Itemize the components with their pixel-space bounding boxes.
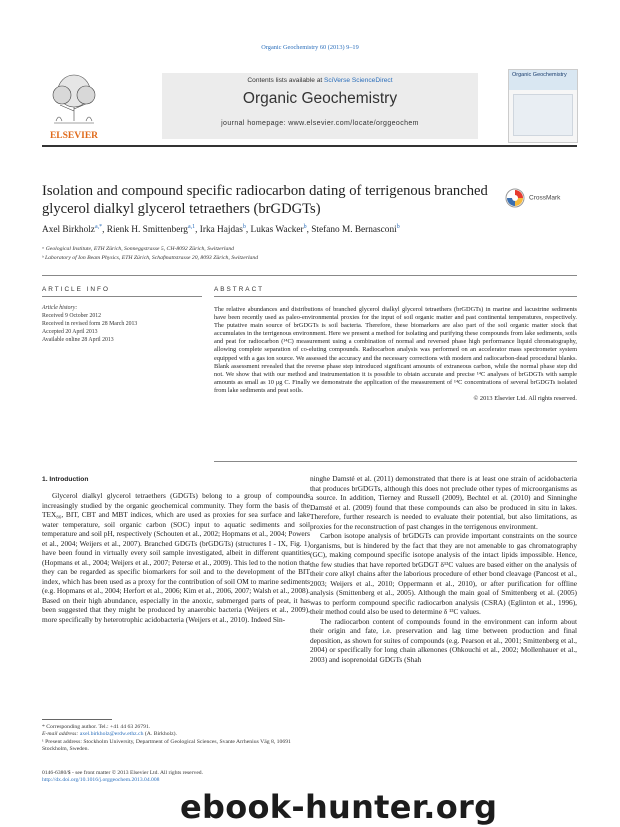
footnote-email: E-mail address: axel.birkholz@erdw.ethz.ch (A. Birkholz). (42, 731, 177, 738)
affiliation: ᵃ Geological Institute, ETH Zürich, Sonneggstrasse 5, CH-8092 Zürich, Switzerland (42, 246, 235, 252)
paragraph: Glycerol dialkyl glycerol tetraethers (GDGTs) belong to a group of compounds increasingly studied by the organic geochemical community. They form the basis of the TEX₈₆, BIT, CBT and MBT indices, which are used as proxies for sea surface and lake water temperature, soil organic carbon (SOC) input to aquatic sediments and soil temperature and soil pH, respectively (Schouten et al., 2002; Hopmans et al., 2004; Powers et al., 2004; Weijers et al., 2007). Branched GDGTs (brGDGTs) (structures I - IX, Fig. 1) have been found in virtually every soil sample investigated, albeit in different quantities (Hopmans et al., 2004; Weijers et al., 2007; Peterse et al., 2009). This led to the notion that they can be regarded as specific biomarkers for soil and to the development of the BIT index, which has been used as a proxy for the contribution of soil OM to marine sediments (e.g. Hopmans et al., 2004; Herfort et al., 2006; Kim et al., 2006, 2007; Walsh et al., 2008). Based on their high abundance, especially in the anoxic, submerged parts of peat, it has been suggested that they might be produced by anaerobic bacteria (Weijers et al., 2009), more specifically by heterotrophic acidobacteria (Weijers et al., 2010). Indeed Sin- (42, 491, 310, 624)
author[interactable]: Stefano M. Bernasconi$^b$ (311, 224, 400, 236)
history-item: Received 9 October 2012 (42, 313, 102, 319)
footnotes (42, 724, 310, 753)
paragraph: The radiocarbon content of compounds found in the environment can inform about their origin and fate, i.e. preservation and lag time between production and final deposition, as shown for suites of compounds (e.g. Pearson et al., 2001; Smittenberg et al., 2004) or specifically for long chain alkenones (Ohkouchi et al., 2002; Mollenhauer et al., 2003) and isoprenoidal GDGTs (Shah (310, 616, 577, 664)
history-label: Article history: (42, 305, 78, 311)
author[interactable]: Rienk H. Smittenberg$^{a,1}$ (106, 224, 196, 236)
article-history (42, 304, 202, 344)
body-column-left (42, 491, 310, 624)
history-item: Available online 28 April 2013 (42, 337, 114, 343)
journal-title: Organic Geochemistry (242, 90, 398, 107)
body-column-right (310, 474, 577, 664)
journal-cover-image (508, 69, 578, 143)
article-info-rule (42, 296, 202, 297)
cover-title: Organic Geochemistry (509, 70, 577, 90)
footnote-present-address: ¹ Present address: Stockholm University, Department of Geological Sciences, Svante Arrhenius Väg 8, 10691 Stockholm, Sweden. (42, 738, 291, 752)
bottom-info (42, 770, 310, 785)
email-link[interactable]: axel.birkholz@erdw.ethz.ch (79, 731, 144, 738)
contents-prefix: Contents lists available at (247, 77, 325, 84)
abstract-label: ABSTRACT (214, 286, 265, 293)
watermark: ebook-hunter.org (180, 788, 498, 826)
sciencedirect-link[interactable]: SciVerse ScienceDirect (324, 77, 393, 84)
journal-homepage[interactable]: journal homepage: www.elsevier.com/locate/orggeochem (221, 120, 419, 127)
abstract-rule-bottom (214, 461, 577, 462)
footnote-rule (42, 719, 112, 720)
journal-header (42, 69, 577, 141)
publisher-name: ELSEVIER (49, 131, 99, 141)
article-info-label: ARTICLE INFO (42, 286, 110, 293)
abstract-rule (214, 296, 577, 297)
author[interactable]: Axel Birkholz$^{a,*}$ (42, 224, 103, 236)
abstract-text: The relative abundances and distributions of branched glycerol dialkyl glycerol tetraethers (brGDGTs) in marine and lacustrine sediments have been recently used as paleo-environmental proxies for the input of soil organic matter and past continental temperatures, respectively. The putative main source of brGDGTs is soil bacteria. Therefore, these biomarkers are also part of the soil organic matter stock that accumulates in the terrigenous environment. Here we present a method for isolating and purifying these compounds from lake sediments, soils and peat for radiocarbon (¹⁴C) measurement using a combination of normal and reversed phase high performance liquid chromatography, allowing complete separation of co-eluting compounds. Radiocarbon analysis was performed on an accelerator mass spectrometer system equipped with a gas ion source. We assessed the accuracy and the necessary corrections with modern and radiocarbon-dead procedural blanks. Blank assessment revealed that the reverse phase step introduced significant amounts of extraneous carbon, while the normal phase step did not. We show that with our method and instrumentation it is possible to obtain accurate and precise ¹⁴C analyses of brGDGTs with sample amounts as small as 10 μg C. Finally we demonstrate the application of the measurement of ¹⁴C concentrations of several brGDGTs isolated from lake sediments and peat soils. (214, 306, 577, 394)
journal-citation[interactable]: Organic Geochemistry 60 (2013) 9–19 (261, 44, 359, 51)
crossmark-icon (505, 188, 525, 208)
affiliation: ᵇ Laboratory of Ion Beam Physics, ETH Zürich, Schafmattstrasse 20, 8093 Zürich, Switzerland (42, 255, 259, 261)
copyright-notice: © 2013 Elsevier Ltd. All rights reserved. (473, 395, 577, 403)
history-item: Accepted 20 April 2013 (42, 329, 98, 335)
footnote-corresponding: * Corresponding author. Tel.: +41 44 63 26791. (42, 724, 151, 730)
author-list: Axel Birkholz$^{a,*}$, Rienk H. Smittenberg$^{a,1}$, Irka Hajdas$^b$, Lukas Wacker$^b$, Stefano M. Bernasconi$^b$ (42, 224, 400, 236)
section-heading: 1. Introduction (42, 476, 89, 483)
abstract (214, 306, 577, 403)
issn-line: 0146-6380/$ - see front matter © 2013 Elsevier Ltd. All rights reserved. (42, 770, 203, 776)
journal-banner (162, 73, 478, 139)
paragraph: ninghe Damsté et al. (2011) demonstrated that there is at least one strain of acidobacteria that produces brGDGTs, although this does not preclude other types of microorganisms as a source. In addition, Tierney and Russell (2009), Bechtel et al. (2010) and Sinninghe Damsté et al. (2009) found that these compounds can also be produced in situ in lakes. Therefore, further research is needed to evaluate their potential, but also limitations, as proxies for the reconstruction of past changes in the terrigenous environment. (310, 474, 577, 531)
affiliation-rule (42, 275, 577, 276)
crossmark-badge[interactable] (505, 188, 577, 208)
author[interactable]: Irka Hajdas$^b$ (199, 224, 246, 236)
doi-link[interactable]: http://dx.doi.org/10.1016/j.orggeochem.2013.04.008 (42, 777, 160, 784)
elsevier-logo (42, 69, 106, 141)
article-title: Isolation and compound specific radiocarbon dating of terrigenous branched glycerol dialkyl glycerol tetraethers (brGDGTs) (42, 183, 488, 217)
header-rule (42, 145, 577, 147)
crossmark-label: CrossMark (529, 194, 561, 202)
author[interactable]: Lukas Wacker$^b$ (250, 224, 307, 236)
history-item: Received in revised form 28 March 2013 (42, 321, 138, 327)
paragraph: Carbon isotope analysis of brGDGTs can provide important constraints on the source organisms, but is hindered by the fact that they are not amenable to gas chromatography (GC), making compound specific isotope analysis of the intact lipids impossible. Hence, the few studies that have reported brGDGT δ¹³C values are based either on the analysis of their core alkyl chains after the laborious procedure of ether bond cleavage (Pancost et al., 2003; Weijers et al., 2010; Oppermann et al., 2010), or after purification for offline analysis (Smittenberg et al., 2005). Although the main goal of Smittenberg et al. (2005) was to perform compound specific radiocarbon analysis (CSRA) (Eglinton et al., 1996), their method could also be used to determine δ ¹³C values. (310, 531, 577, 616)
contents-line (162, 77, 478, 84)
